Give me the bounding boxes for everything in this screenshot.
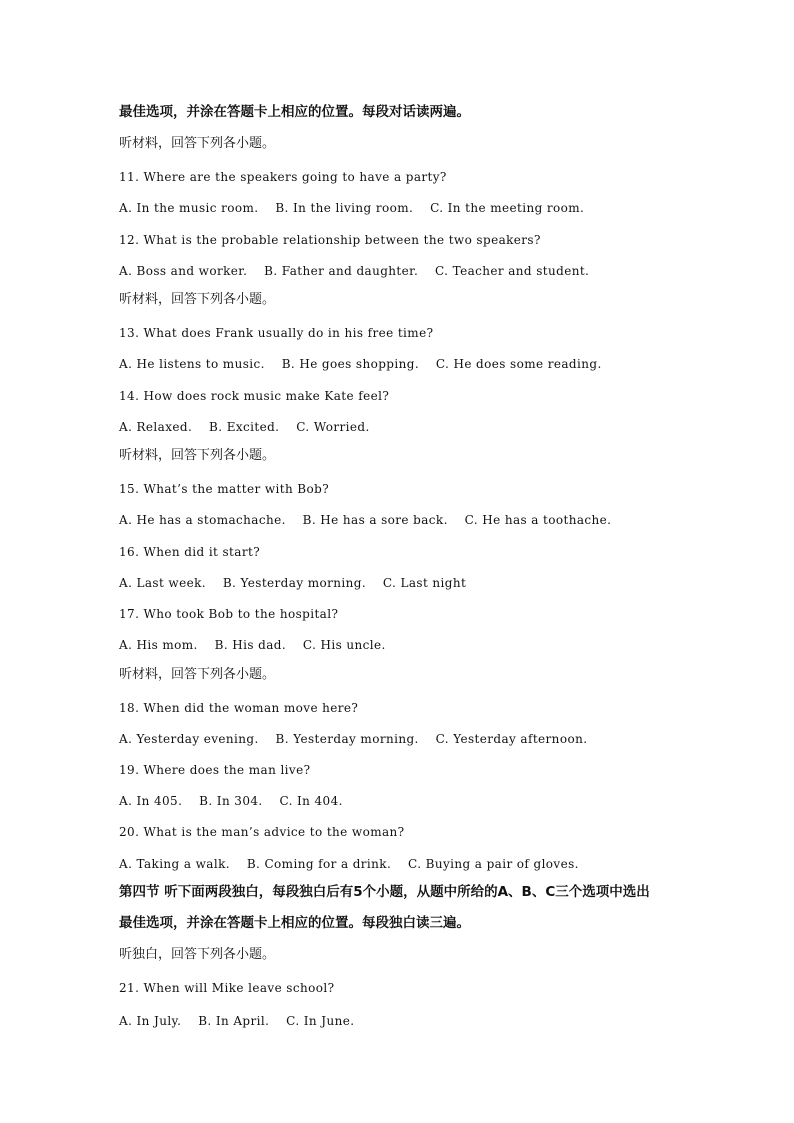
question-17: 17. Who took Bob to the hospital? — [119, 607, 339, 621]
options-13: A. He listens to music. B. He goes shopping. C. He does some reading. — [119, 357, 602, 371]
section-heading: 听材料，回答下列各小题。 — [119, 667, 276, 682]
question-20: 20. What is the man’s advice to the woman? — [119, 825, 405, 839]
options-11: A. In the music room. B. In the living room. C. In the meeting room. — [119, 201, 585, 215]
question-14: 14. How does rock music make Kate feel? — [119, 389, 390, 403]
question-12: 12. What is the probable relationship between the two speakers? — [119, 233, 541, 247]
options-17: A. His mom. B. His dad. C. His uncle. — [119, 638, 386, 652]
instruction-line: 最佳选项，并涂在答题卡上相应的位置。每段独白读三遍。 — [119, 915, 470, 931]
question-18: 18. When did the woman move here? — [119, 701, 359, 715]
question-13: 13. What does Frank usually do in his free time? — [119, 326, 434, 340]
question-21: 21. When will Mike leave school? — [119, 981, 335, 995]
question-15: 15. What’s the matter with Bob? — [119, 482, 330, 496]
options-20: A. Taking a walk. B. Coming for a drink. C. Buying a pair of gloves. — [119, 857, 579, 871]
options-16: A. Last week. B. Yesterday morning. C. Last night — [119, 576, 467, 590]
question-11: 11. Where are the speakers going to have a party? — [119, 170, 447, 184]
options-18: A. Yesterday evening. B. Yesterday morning. C. Yesterday afternoon. — [119, 732, 588, 746]
options-14: A. Relaxed. B. Excited. C. Worried. — [119, 420, 370, 434]
options-19: A. In 405. B. In 304. C. In 404. — [119, 794, 343, 808]
instruction-line: 最佳选项，并涂在答题卡上相应的位置。每段对话读两遍。 — [119, 104, 470, 120]
section-heading: 听独白，回答下列各小题。 — [119, 947, 276, 962]
section-heading: 听材料，回答下列各小题。 — [119, 292, 276, 307]
question-16: 16. When did it start? — [119, 545, 261, 559]
question-19: 19. Where does the man live? — [119, 763, 311, 777]
section-heading: 听材料，回答下列各小题。 — [119, 136, 276, 151]
options-21: A. In July. B. In April. C. In June. — [119, 1014, 355, 1028]
section-heading: 听材料，回答下列各小题。 — [119, 448, 276, 463]
part-four-heading: 第四节 听下面两段独白，每段独白后有5个小题，从题中所给的A、B、C三个选项中选出 — [119, 884, 650, 900]
options-12: A. Boss and worker. B. Father and daughter. C. Teacher and student. — [119, 264, 590, 278]
options-15: A. He has a stomachache. B. He has a sore back. C. He has a toothache. — [119, 513, 612, 527]
